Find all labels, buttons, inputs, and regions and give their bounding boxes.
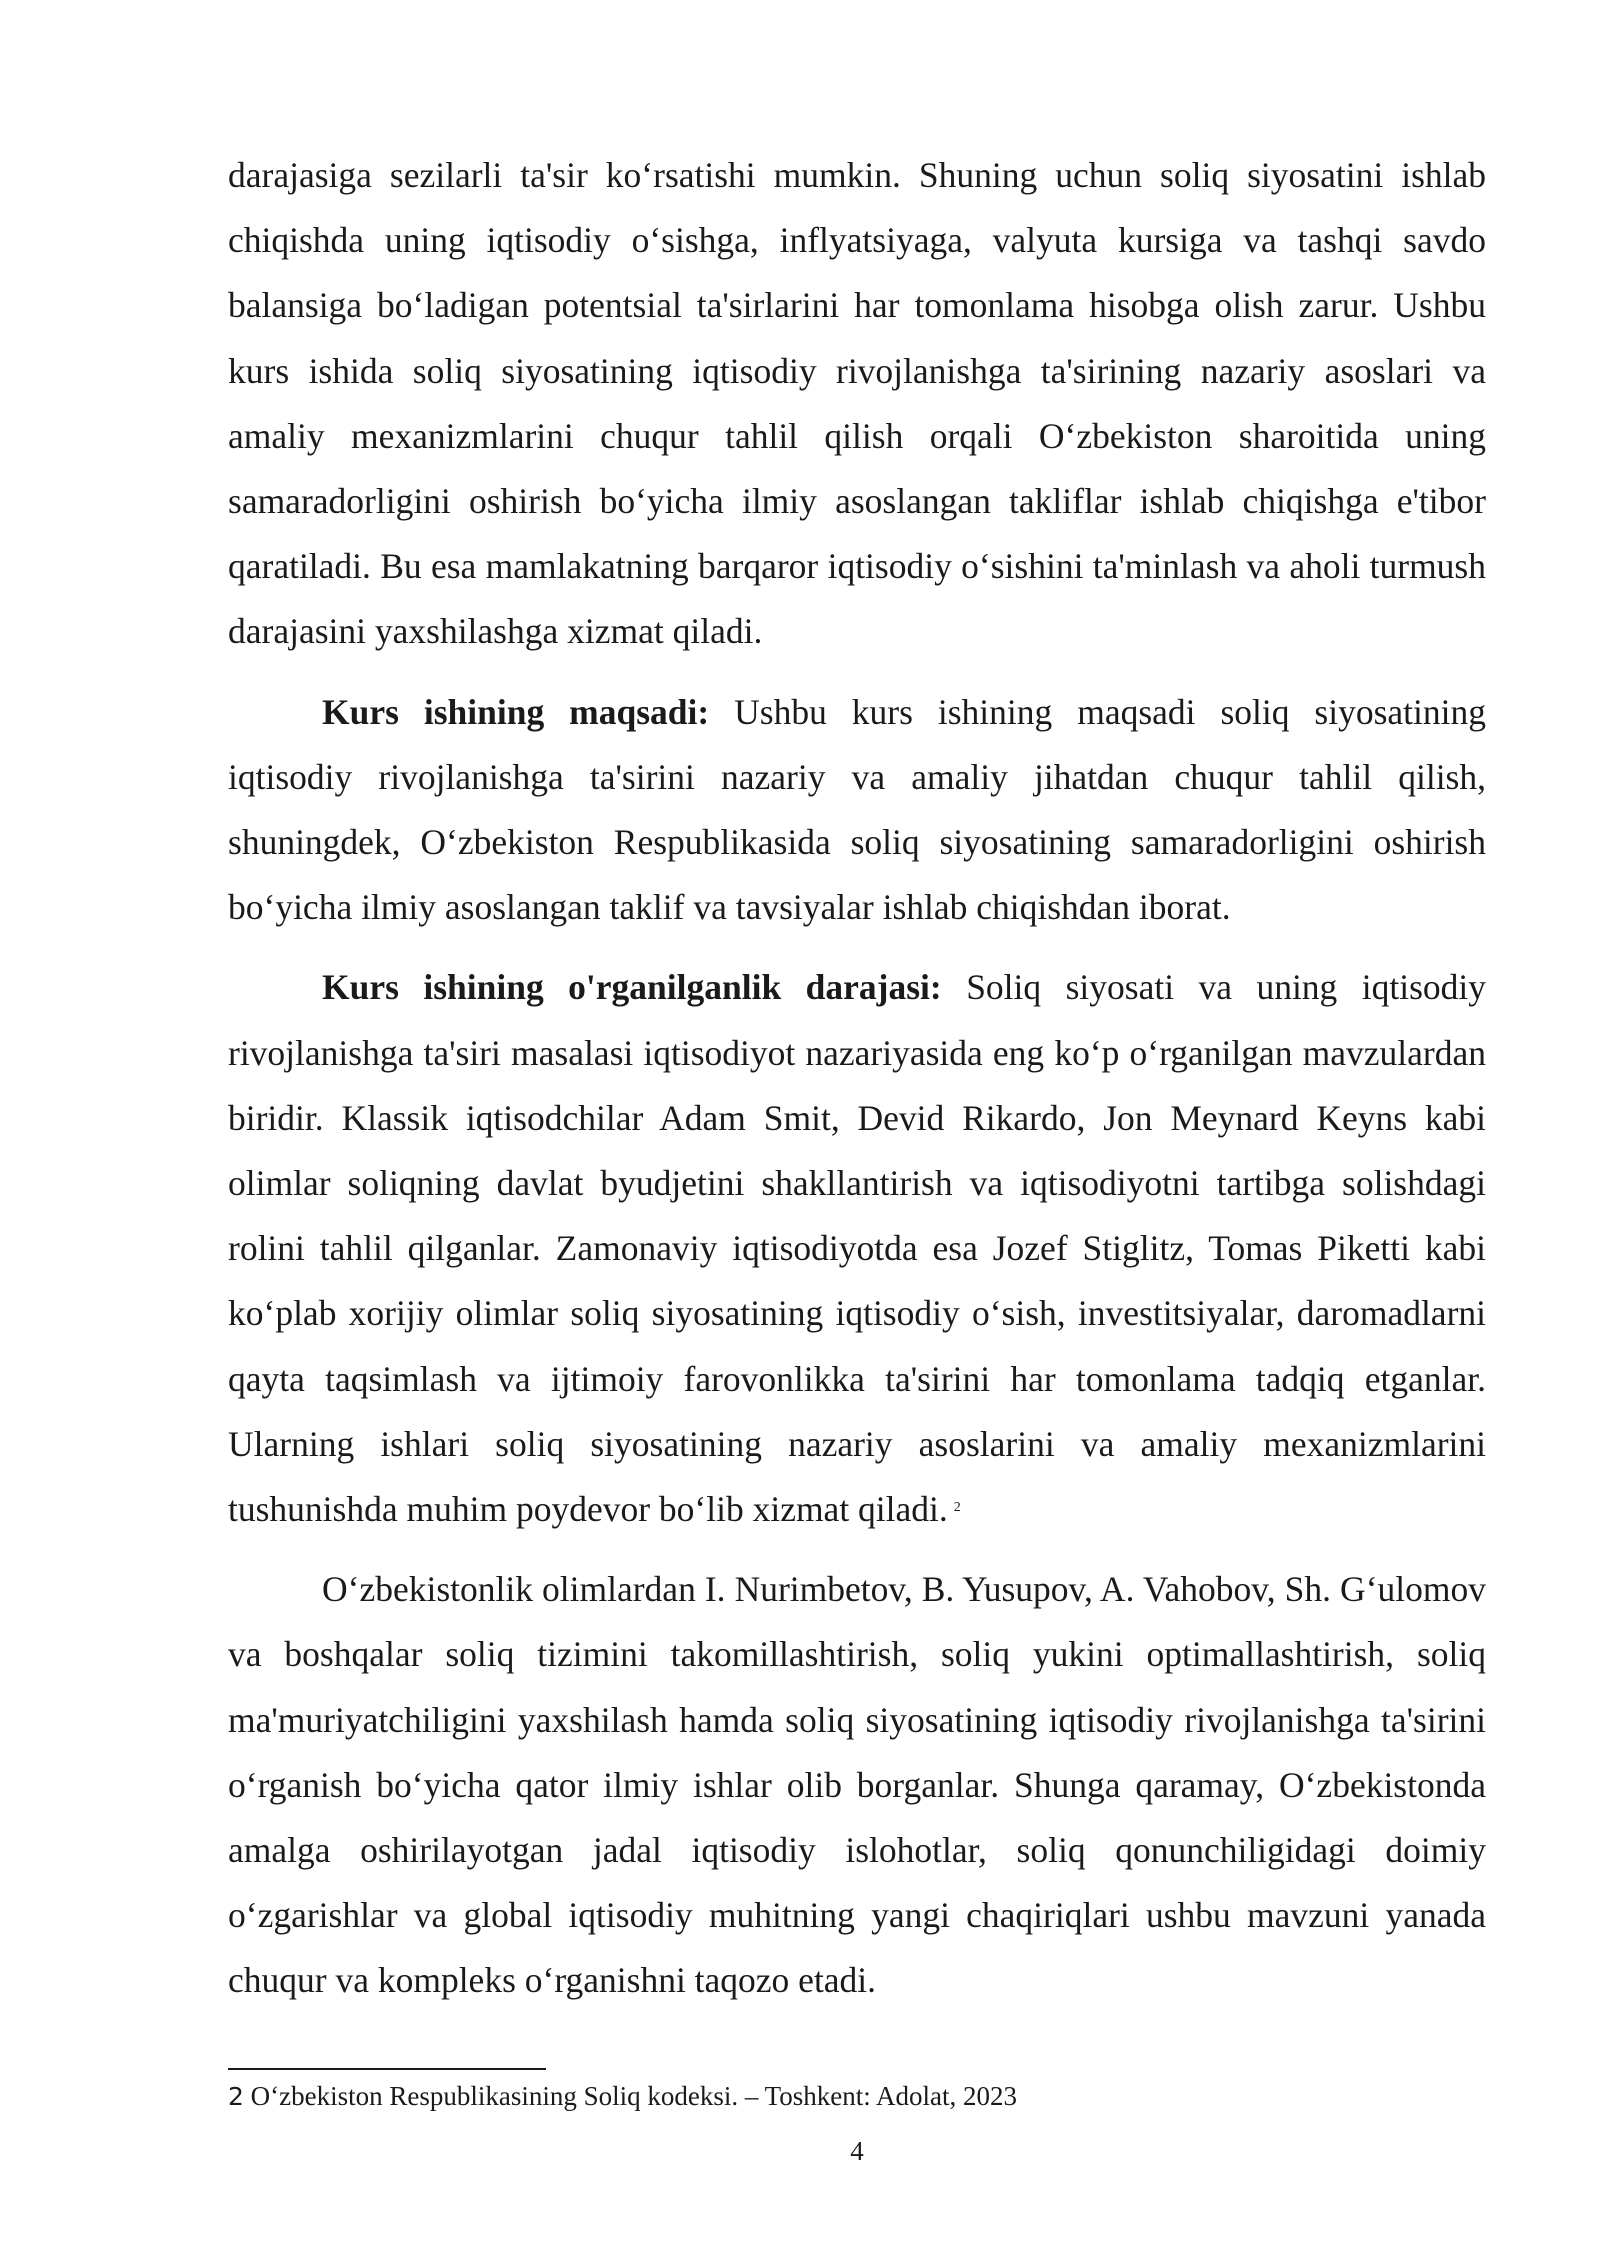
paragraph-text: Ushbu kurs ishining maqsadi soliq siyosatining iqtisodiy rivojlanishga ta'sirini nazariy va amaliy jihatdan chuqur tahlil qilish, shuningdek, O‘zbekiston Respublikasida soliq siyosatining samaradorligini oshirish bo‘yicha ilmiy asoslangan taklif va tavsiyalar ishlab chiqishdan iborat. (228, 691, 1486, 928)
footnote (228, 2078, 1486, 2115)
footnote-separator (228, 2068, 546, 2070)
paragraph-text: darajasiga sezilarli ta'sir ko‘rsatishi mumkin. Shuning uchun soliq siyosatini ishlab chiqishda uning iqtisodiy o‘sishga, inflyatsiyaga, valyuta kursiga va tashqi savdo balansiga bo‘ladigan potentsial ta'sirlarini har tomonlama hisobga olish zarur. Ushbu kurs ishida soliq siyosatining iqtisodiy rivojlanishga ta'sirining nazariy asoslari va amaliy mexanizmlarini chuqur tahlil qilish orqali O‘zbekiston sharoitida uning samaradorligini oshirish bo‘yicha ilmiy asoslangan takliflar ishlab chiqishga e'tibor qaratiladi. Bu esa mamlakatning barqaror iqtisodiy o‘sishini ta'minlash va aholi turmush darajasini yaxshilashga xizmat qiladi. (228, 155, 1486, 652)
paragraph-uzbek-scholars (228, 1557, 1486, 2013)
paragraph-text: Soliq siyosati va uning iqtisodiy rivojlanishga ta'siri masalasi iqtisodiyot nazariyasida eng ko‘p o‘rganilgan mavzulardan biridir. Klassik iqtisodchilar Adam Smit, Devid Rikardo, Jon Meynard Keyns kabi olimlar soliqning davlat byudjetini shakllantirish va iqtisodiyotni tartibga solishdagi rolini tahlil qilganlar. Zamonaviy iqtisodiyotda esa Jozef Stiglitz, Tomas Piketti kabi ko‘plab xorijiy olimlar soliq siyosatining iqtisodiy o‘sish, investitsiyalar, daromadlarni qayta taqsimlash va ijtimoiy farovonlikka ta'sirini har tomonlama tadqiq etganlar. Ularning ishlari soliq siyosatining nazariy asoslarini va amaliy mexanizmlarini tushunishda muhim poydevor bo‘lib xizmat qiladi. (228, 967, 1487, 1530)
page-number: 4 (850, 2136, 864, 2166)
paragraph-course-goal (228, 680, 1486, 941)
footnote-text: O‘zbekiston Respublikasining Soliq kodeksi. – Toshkent: Adolat, 2023 (250, 2081, 1017, 2111)
paragraph-introduction-continued (228, 143, 1486, 665)
document-body (228, 143, 1486, 2014)
paragraph-heading: Kurs ishining o'rganilganlik darajasi: (322, 967, 942, 1008)
paragraph-text: O‘zbekistonlik olimlardan I. Nurimbetov, B. Yusupov, A. Vahobov, Sh. G‘ulomov va boshqalar soliq tizimini takomillashtirish, soliq yukini optimallashtirish, soliq ma'muriyatchiligini yaxshilash hamda soliq siyosatining iqtisodiy rivojlanishga ta'sirini o‘rganish bo‘yicha qator ilmiy ishlar olib borganlar. Shunga qaramay, O‘zbekistonda amalga oshirilayotgan jadal iqtisodiy islohotlar, soliq qonunchiligidagi doimiy o‘zgarishlar va global iqtisodiy muhitning yangi chaqiriqlari ushbu mavzuni yanada chuqur va kompleks o‘rganishni taqozo etadi. (228, 1569, 1486, 2001)
footnote-number: 2 (228, 2082, 244, 2111)
footnote-reference[interactable]: 2 (953, 1500, 961, 1516)
paragraph-study-level (228, 955, 1486, 1542)
paragraph-heading: Kurs ishining maqsadi: (322, 691, 710, 732)
